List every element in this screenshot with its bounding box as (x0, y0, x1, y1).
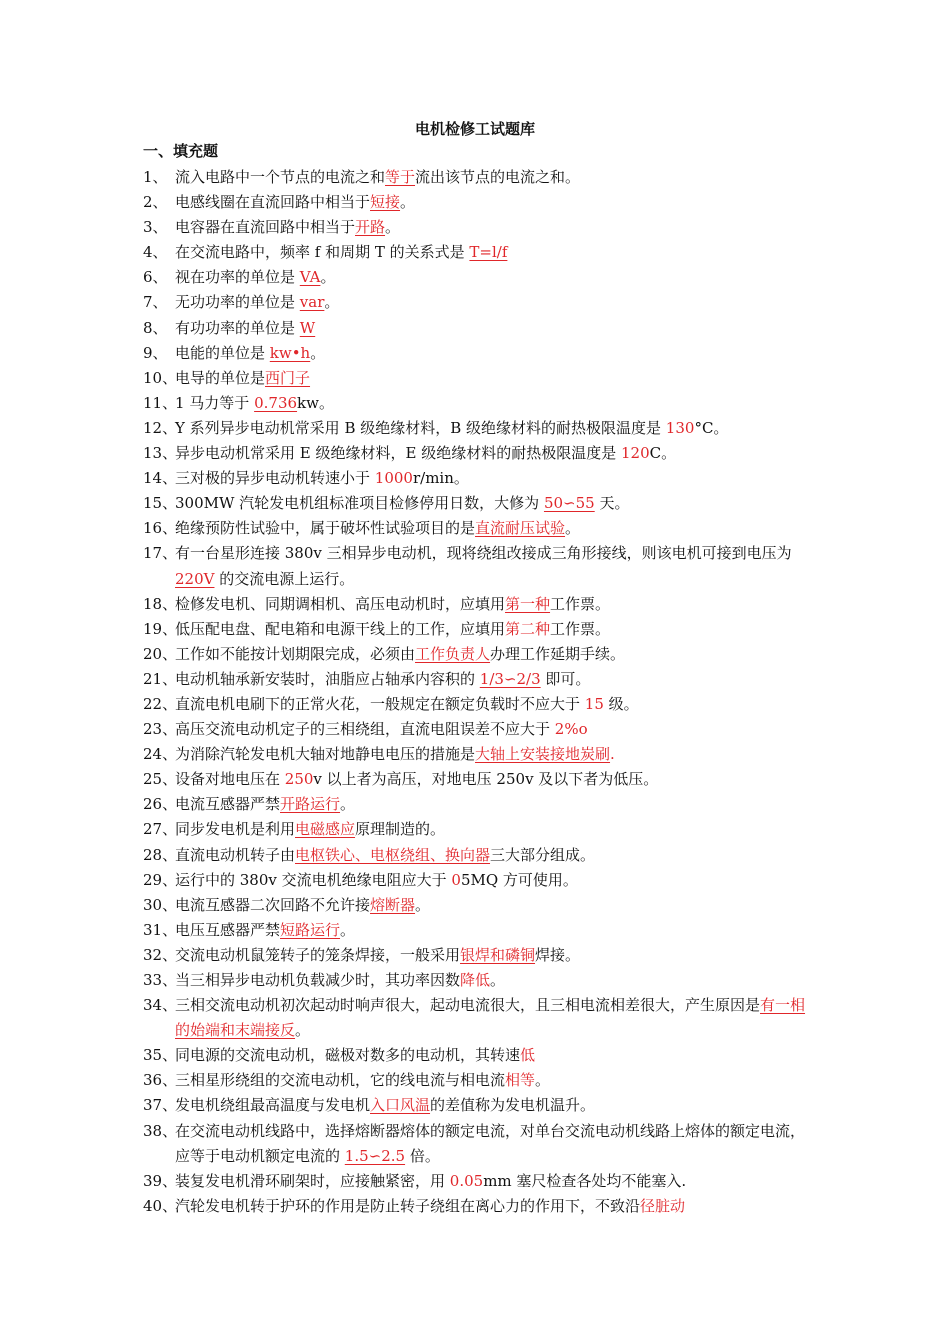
answer-text: 第一种 (505, 594, 551, 613)
question-item (143, 817, 815, 842)
question-text: 同电源的交流电动机，磁极对数多的电动机，其转速 (175, 1046, 521, 1065)
question-number: 38、 (143, 1121, 178, 1140)
question-number: 3、 (143, 218, 168, 237)
question-item (143, 215, 815, 240)
question-text: 级。 (603, 694, 639, 713)
question-number: 18、 (143, 594, 178, 613)
answer-text: 电枢铁心、电枢绕组、换向器 (295, 845, 491, 864)
question-number: 9、 (143, 343, 168, 362)
question-text: 工作如不能按计划期限完成，必须由 (175, 644, 416, 663)
question-number: 29、 (143, 870, 178, 889)
question-item (143, 466, 815, 491)
answer-text: 低 (520, 1046, 536, 1065)
answer-text: 1.5∽2.5 (344, 1146, 406, 1165)
question-number: 23、 (143, 720, 178, 739)
question-text: 。 (295, 1021, 311, 1040)
answer-text: T=l/f (469, 243, 508, 262)
question-number: 33、 (143, 971, 178, 989)
answer-text: 0.736 (254, 393, 298, 412)
section-heading: 一、填充题 (143, 142, 219, 160)
question-item (143, 1043, 815, 1068)
answer-text: var (299, 293, 325, 312)
question-text: 原理制造的。 (355, 820, 446, 839)
page-title: 电机检修工试题库 (414, 120, 535, 138)
question-number: 32、 (143, 945, 178, 964)
question-number: 14、 (143, 469, 178, 488)
question-list (143, 165, 815, 1219)
question-text: 1 马力等于 (175, 393, 255, 412)
question-text: 。 (535, 1071, 551, 1090)
question-text: 工作票。 (550, 619, 611, 638)
answer-text: 0 (451, 870, 461, 889)
question-item (143, 1169, 815, 1194)
question-item (143, 993, 815, 1043)
question-text: 三大部分组成。 (490, 845, 596, 864)
question-number: 26、 (143, 795, 178, 814)
question-text: 。 (400, 193, 416, 212)
question-text: 。 (320, 268, 336, 287)
question-text: 在交流电动机线路中，选择熔断器熔体的额定电流，对单台交流电动机线路上熔体的额定电流，应等于电动机额定电流的 (175, 1121, 806, 1165)
question-text: 直流电机电刷下的正常火花，一般规定在额定负载时不应大于 (175, 694, 585, 713)
question-number: 34、 (143, 996, 178, 1015)
answer-text: 第二种 (505, 619, 551, 638)
question-text: Y 系列异步电动机常采用 B 级绝缘材料，B 级绝缘材料的耐热极限温度是 (175, 418, 666, 437)
question-number: 30、 (143, 895, 178, 914)
question-item (143, 642, 815, 667)
question-text: 。 (340, 920, 356, 939)
question-text: 异步电动机常采用 E 级绝缘材料，E 级绝缘材料的耐热极限温度是 (175, 444, 621, 463)
question-item (143, 416, 815, 441)
question-item (143, 592, 815, 617)
question-text: 的交流电源上运行。 (214, 569, 355, 588)
question-item (143, 843, 815, 868)
question-text: 视在功率的单位是 (175, 268, 300, 287)
question-number: 24、 (143, 745, 178, 764)
question-text: 装复发电机滑环刷架时，应接触紧密，用 (175, 1171, 450, 1190)
answer-text: 相等 (505, 1071, 536, 1090)
question-text: 。 (324, 293, 340, 312)
answer-text: 短接 (370, 193, 401, 212)
question-item (143, 265, 815, 290)
answer-text: 短路运行 (280, 920, 341, 939)
question-text: 高压交流电动机定子的三相绕组，直流电阻误差不应大于 (175, 720, 555, 739)
question-number: 16、 (143, 519, 178, 538)
question-item (143, 968, 815, 993)
answer-text: 2%o (554, 720, 588, 739)
question-text: 有一台星形连接 380v 三相异步电动机，现将绕组改接成三角形接线，则该电机可接到电压为 (175, 544, 792, 563)
question-item (143, 742, 815, 767)
question-item (143, 1119, 815, 1169)
question-number: 40、 (143, 1196, 178, 1215)
question-text: 天。 (594, 494, 630, 513)
question-item (143, 316, 815, 341)
answer-text: 0.05 (449, 1171, 484, 1190)
question-number: 39、 (143, 1171, 178, 1190)
question-item (143, 667, 815, 692)
question-text: 。 (490, 971, 506, 989)
answer-text: 西门子 (265, 368, 311, 387)
answer-text: 入口风温 (370, 1096, 431, 1115)
question-text: 直流电动机转子由 (175, 845, 296, 864)
answer-text: kw•h (269, 343, 311, 362)
question-text: 设备对地电压在 (175, 770, 285, 789)
answer-text: 等于 (385, 168, 416, 186)
question-text: 流入电路中一个节点的电流之和 (175, 168, 386, 186)
question-item (143, 1093, 815, 1118)
question-text: r/min。 (412, 469, 469, 488)
answer-text: 大轴上安装接地炭刷 (475, 745, 611, 764)
answer-text: 1/3∽2/3 (479, 669, 541, 688)
question-text: 电流互感器二次回路不允许接 (175, 895, 371, 914)
question-item (143, 918, 815, 943)
answer-text: 径脏动 (640, 1196, 686, 1215)
answer-text: 250 (284, 770, 314, 789)
answer-text: 220V (175, 569, 215, 588)
answer-text: VA (299, 268, 321, 287)
question-text: °C。 (694, 418, 729, 437)
question-text: 运行中的 380v 交流电机绝缘电阻应大于 (175, 870, 452, 889)
question-number: 4、 (143, 243, 168, 262)
question-text: 办理工作延期手续。 (490, 644, 626, 663)
question-text: 。 (385, 218, 401, 237)
question-text: 三相交流电动机初次起动时响声很大，起动电流很大，且三相电流相差很大，产生原因是 (175, 996, 761, 1015)
question-text: 无功功率的单位是 (175, 293, 300, 312)
question-text: 电流互感器严禁 (175, 795, 281, 814)
question-number: 19、 (143, 619, 178, 638)
answer-text: 电磁感应 (295, 820, 356, 839)
question-number: 31、 (143, 920, 178, 939)
question-item (143, 792, 815, 817)
answer-text: 直流耐压试验 (475, 519, 566, 538)
question-item (143, 366, 815, 391)
question-text: 。 (340, 795, 356, 814)
question-number: 28、 (143, 845, 178, 864)
question-number: 15、 (143, 494, 178, 513)
question-text: 交流电动机鼠笼转子的笼条焊接，一般采用 (175, 945, 461, 964)
question-text: 工作票。 (550, 594, 611, 613)
question-text: 焊接。 (535, 945, 581, 964)
answer-text: 1000 (374, 469, 413, 488)
question-text: 汽轮发电机转于护环的作用是防止转子绕组在离心力的作用下，不致沿 (175, 1196, 641, 1215)
question-number: 7、 (143, 293, 168, 312)
question-item (143, 1068, 815, 1093)
question-item (143, 165, 815, 190)
question-text: 流出该节点的电流之和。 (415, 168, 581, 186)
question-text: 。 (565, 519, 581, 538)
answer-text: 银焊和磷铜 (460, 945, 536, 964)
question-number: 12、 (143, 418, 178, 437)
question-number: 11、 (143, 393, 178, 412)
question-number: 22、 (143, 694, 178, 713)
question-number: 20、 (143, 644, 178, 663)
question-text: 。 (415, 895, 431, 914)
question-item (143, 717, 815, 742)
question-item (143, 190, 815, 215)
question-text: 电感线圈在直流回路中相当于 (175, 193, 371, 212)
answer-text: 有一相的始端和末端接反 (175, 996, 806, 1040)
question-number: 37、 (143, 1096, 178, 1115)
question-text: 检修发电机、同期调相机、高压电动机时，应填用 (175, 594, 506, 613)
question-item (143, 692, 815, 717)
question-item (143, 516, 815, 541)
question-text: 电导的单位是 (175, 368, 266, 387)
question-number: 36、 (143, 1071, 178, 1090)
question-text: C。 (649, 444, 677, 463)
answer-text: . (610, 745, 615, 764)
question-text: 5MQ 方可使用。 (460, 870, 578, 889)
question-item (143, 767, 815, 792)
answer-text: 熔断器 (370, 895, 416, 914)
answer-text: 工作负责人 (415, 644, 491, 663)
question-item (143, 943, 815, 968)
question-item (143, 491, 815, 516)
question-text: 电动机轴承新安装时，油脂应占轴承内容积的 (175, 669, 480, 688)
question-item (143, 391, 815, 416)
question-text: 发电机绕组最高温度与发电机 (175, 1096, 371, 1115)
question-number: 25、 (143, 770, 178, 789)
question-text: 300MW 汽轮发电机组标准项目检修停用日数，大修为 (175, 494, 544, 513)
question-text: 。 (310, 343, 326, 362)
question-number: 1、 (143, 168, 168, 186)
question-item (143, 868, 815, 893)
question-text: 低压配电盘、配电箱和电源干线上的工作，应填用 (175, 619, 506, 638)
question-text: 即可。 (540, 669, 591, 688)
question-text: v 以上者为高压，对地电压 250v 及以下者为低压。 (313, 770, 659, 789)
question-text: 当三相异步电动机负载减少时，其功率因数 (175, 971, 461, 989)
question-text: 同步发电机是利用 (175, 820, 296, 839)
question-number: 17、 (143, 544, 178, 563)
answer-text: 50∽55 (543, 494, 595, 513)
question-item (143, 1194, 815, 1219)
question-text: kw。 (297, 393, 334, 412)
answer-text: 降低 (460, 971, 491, 989)
question-text: 电能的单位是 (175, 343, 270, 362)
question-item (143, 617, 815, 642)
answer-text: 开路运行 (280, 795, 341, 814)
question-text: 电压互感器严禁 (175, 920, 281, 939)
question-text: 在交流电路中，频率 f 和周期 T 的关系式是 (175, 243, 470, 262)
question-text: 三相星形绕组的交流电动机，它的线电流与相电流 (175, 1071, 506, 1090)
question-number: 27、 (143, 820, 178, 839)
question-number: 8、 (143, 318, 168, 337)
question-text: 倍。 (405, 1146, 440, 1165)
question-item (143, 290, 815, 315)
question-item (143, 893, 815, 918)
question-number: 35、 (143, 1046, 178, 1065)
question-text: 三对极的异步电动机转速小于 (175, 469, 375, 488)
question-number: 6、 (143, 268, 168, 287)
answer-text: 开路 (355, 218, 386, 237)
question-text: 的差值称为发电机温升。 (430, 1096, 596, 1115)
answer-text: 15 (584, 694, 604, 713)
question-text: 有功功率的单位是 (175, 318, 300, 337)
question-number: 13、 (143, 444, 178, 463)
answer-text: W (299, 318, 316, 337)
question-item (143, 541, 815, 591)
question-number: 2、 (143, 193, 168, 212)
question-number: 21、 (143, 669, 178, 688)
question-text: 电容器在直流回路中相当于 (175, 218, 356, 237)
question-text: mm 塞尺检查各处均不能塞入. (483, 1171, 687, 1190)
question-text: 绝缘预防性试验中，属于破坏性试验项目的是 (175, 519, 476, 538)
answer-text: 130 (665, 418, 695, 437)
question-item (143, 341, 815, 366)
question-number: 10、 (143, 368, 178, 387)
question-item (143, 240, 815, 265)
question-text: 为消除汽轮发电机大轴对地静电电压的措施是 (175, 745, 476, 764)
answer-text: 120 (620, 444, 650, 463)
question-item (143, 441, 815, 466)
